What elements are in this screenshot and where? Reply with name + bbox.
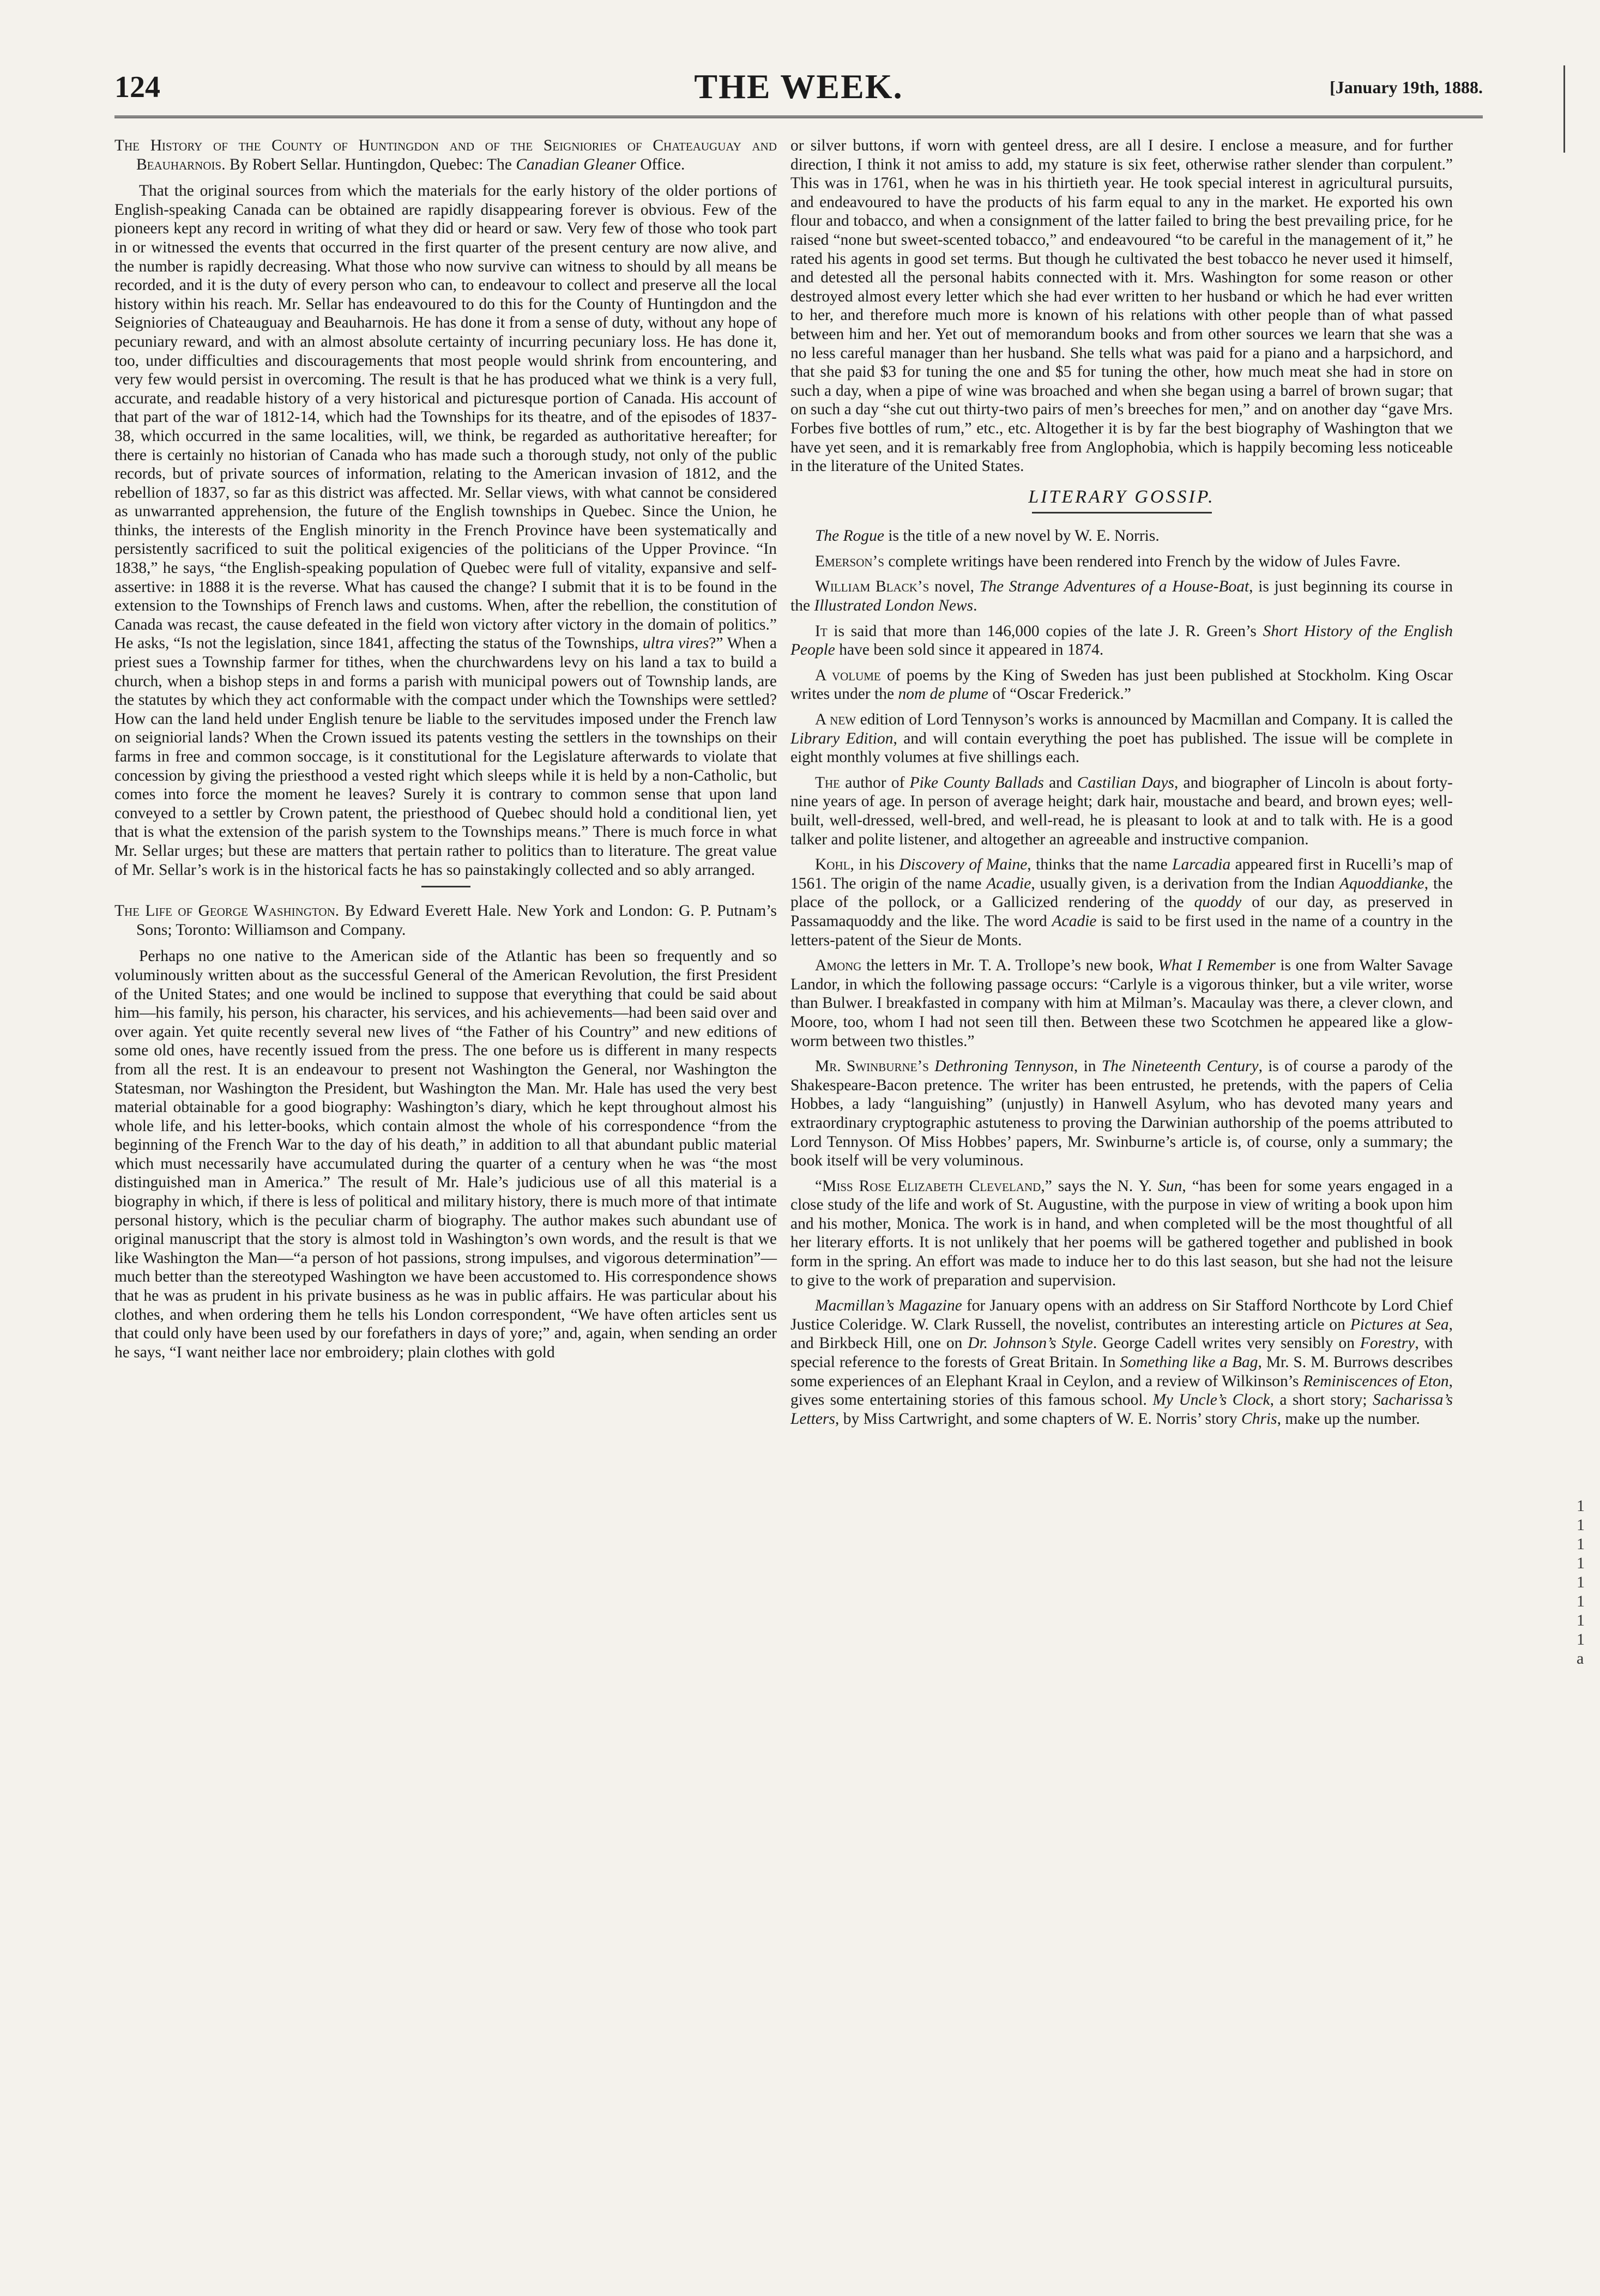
italic-run: nom de plume bbox=[898, 685, 988, 703]
text-run: the letters in Mr. T. A. Trollope’s new book, bbox=[861, 957, 1158, 975]
text-run: is said to be first used in the name of a country in the letters-patent of the Sieur de Monts. bbox=[790, 912, 1453, 949]
text-run: , make up the number. bbox=[1277, 1410, 1420, 1428]
text-run: , in bbox=[1073, 1058, 1102, 1076]
small-caps-run: The bbox=[815, 774, 841, 791]
text-run: , the place of the pollock, or a Gallicized rendering of the bbox=[790, 874, 1453, 911]
text-run: , thinks that the name bbox=[1027, 856, 1173, 874]
text-run bbox=[929, 1058, 934, 1075]
text-run: , with special reference to the forests of Great Britain. In bbox=[790, 1334, 1453, 1371]
section-title-literary-gossip: LITERARY GOSSIP. bbox=[1028, 486, 1215, 507]
text-run: , is just beginning its course in the bbox=[790, 578, 1453, 615]
italic-run: Acadie bbox=[1052, 912, 1097, 930]
text-run: is one from Walter Savage Landor, in which the following passage occurs: “Carlyle is a vigorous thinker, but a vile writer, worse than Bulwer. I breakfasted in company with him at Milman’s. Macaulay was there, a clever clown, and Moore, too, whom I had not seen till then. Between these two Scotchmen he appeared like a glow-worm between two thistles.” bbox=[790, 957, 1453, 1050]
margin-marks bbox=[1577, 1496, 1593, 1668]
text-run: . George Cadell writes very sensibly on bbox=[1092, 1334, 1360, 1352]
text-run: edition of Lord Tennyson’s works is announced by Macmillan and Company. It is called the bbox=[856, 711, 1453, 729]
small-caps-run: Mr. Swinburne’s bbox=[815, 1058, 929, 1076]
italic-run: Larcadia bbox=[1172, 856, 1231, 874]
italic-run: Discovery of Maine bbox=[899, 856, 1028, 874]
text-run: , a short story; bbox=[1270, 1391, 1373, 1409]
text-run: is said that more than 146,000 copies of the late J. R. Green’s bbox=[827, 622, 1263, 640]
gossip-item bbox=[790, 956, 1453, 1050]
text-run: , “has been for some years engaged in a close study of the life and work of St. Augustine, with the purpose in view of writing a book upon him and his mother, Monica. The work is in hand, and when completed will be the most thoughtful of all her literary efforts. It is not unlikely that her poems will be gathered together and published in book form in the spring. An effort was made to induce her to do this last season, but she had not the leisure to give to the work of preparation and supervision. bbox=[790, 1177, 1453, 1289]
italic-run: Dr. Johnson’s Style bbox=[968, 1334, 1093, 1352]
gossip-item bbox=[790, 527, 1453, 546]
small-caps-run: Emerson’s bbox=[815, 552, 885, 570]
header-rule bbox=[114, 116, 1483, 118]
page-edge-line bbox=[1563, 65, 1565, 153]
italic-run: The Strange Adventures of a House-Boat bbox=[979, 578, 1249, 596]
text-run: ” says the N. Y. bbox=[1044, 1177, 1158, 1195]
section-rule bbox=[1032, 512, 1212, 513]
masthead-title: THE WEEK. bbox=[694, 67, 903, 106]
text-run: , in his bbox=[850, 856, 899, 874]
review-body-huntingdon bbox=[114, 182, 777, 879]
text-run: That the original sources from which the materials for the early history of the older portions of English-speaking Canada can be obtained are rapidly disappearing forever is obvious. Few of the pioneers kept any record in writing of what they did or heard or saw. Very few of those who took part in or witnessed the events that occurred in the first quarter of the present century are now alive, and the number is rapidly decreasing. What those who now survive can witness to should by all means be recorded, and it is the duty of every person who can, to endeavour to collect and preserve all the local history within his reach. Mr. Sellar has endeavoured to do this for the County of Huntingdon and the Seigniories of Chateauguay and Beauharnois. He has done it from a sense of duty, without any hope of pecuniary reward, and with an almost absolute certainty of incurring pecuniary loss. He has done it, too, under difficulties and discouragements that most people would shrink from encountering, and very few would persist in overcoming. The result is that he has produced what we think is a very full, accurate, and readable history of a very historical and picturesque portion of Canada. His account of that part of the war of 1812-14, which had the Townships for its theatre, and of the episodes of 1837-38, which occurred in the same localities, will, we think, be regarded as authoritative hereafter; for there is certainly no historian of Canada who has made such a thorough study, not only of the public records, but of private sources of information, relating to the American invasion of 1812, and the rebellion of 1837, so far as this district was affected. Mr. Sellar views, with what cannot be considered as unwarranted apprehension, the future of the English townships in Quebec. Since the Union, he thinks, the interests of the English minority in the French Province have been systematically and persistently sacrificed to suit the political exigencies of the politicians of the Upper Province. “In 1838,” he says, “the English-speaking population of Quebec were full of vitality, expansive and self-assertive: in 1888 it is the reverse. What has caused the change? I submit that it is to be found in the extension to the Townships of French laws and customs. When, after the rebellion, the constitution of Canada was recast, the cause defeated in the field won victory after victory in the domain of politics.” He asks, “Is not the legislation, since 1841, affecting the status of the Townships, bbox=[114, 182, 777, 652]
gossip-item bbox=[790, 552, 1453, 571]
margin-mark: 1 bbox=[1577, 1611, 1585, 1629]
margin-mark: 1 bbox=[1577, 1497, 1585, 1515]
small-caps-run: It bbox=[815, 622, 828, 640]
italic-run: The Rogue bbox=[815, 527, 884, 545]
italic-run: What I Remember bbox=[1158, 957, 1276, 975]
italic-run: Short History of the English People bbox=[790, 622, 1453, 659]
page-number: 124 bbox=[114, 70, 160, 104]
text-run: of poems by the King of Sweden has just been published at Stockholm. King Oscar writes under the bbox=[790, 666, 1453, 703]
small-caps-run: The Life of George Washington bbox=[114, 902, 335, 920]
gossip-item bbox=[790, 1177, 1453, 1290]
text-run: for January opens with an address on Sir Stafford Northcote by Lord Chief Justice Coleridge. W. Clark Russell, the novelist, contributes an interesting article on bbox=[790, 1297, 1453, 1333]
small-caps-run: A new bbox=[815, 711, 856, 729]
italic-run: Something like a Bag bbox=[1120, 1354, 1258, 1371]
small-caps-run: William Black’s bbox=[815, 578, 929, 596]
text-run: of “Oscar Frederick.” bbox=[988, 685, 1132, 703]
text-run: novel, bbox=[929, 578, 980, 596]
italic-run: Acadie bbox=[986, 874, 1031, 892]
review-divider bbox=[421, 886, 470, 887]
italic-run: ultra vires bbox=[642, 635, 709, 652]
small-caps-run: Among bbox=[815, 957, 862, 975]
text-run: , Mr. S. M. Burrows describes some experiences of an Elephant Kraal in Ceylon, and a review of Wilkinson’s bbox=[790, 1354, 1453, 1390]
italic-run: The Nineteenth Century bbox=[1101, 1058, 1259, 1076]
text-run: , usually given, is a derivation from the Indian bbox=[1031, 874, 1340, 892]
text-run: have been sold since it appeared in 1874. bbox=[835, 641, 1104, 659]
gossip-item bbox=[790, 774, 1453, 849]
margin-mark: a bbox=[1577, 1650, 1584, 1667]
text-run: , by Miss Cartwright, and some chapters of W. E. Norris’ story bbox=[835, 1410, 1242, 1428]
right-column bbox=[790, 136, 1453, 1435]
margin-mark: 1 bbox=[1577, 1554, 1585, 1572]
text-run: , is of course a parody of the Shakespeare-Bacon pretence. The writer has been entrusted, he pretends, with the papers of Celia Hobbes, a lady “languishing” (unjustly) in Hanwell Asylum, who has devoted many years and extraordinary cryptographic astuteness to proving the Darwinian authorship of the poems attributed to Lord Tennyson. Of Miss Hobbes’ papers, Mr. Swinburne’s article is, of course, only a summary; the book itself will be very voluminous. bbox=[790, 1058, 1453, 1170]
text-run: appeared first in Rucelli’s map of 1561. The origin of the name bbox=[790, 856, 1453, 892]
italic-run: Chris bbox=[1241, 1410, 1277, 1428]
margin-mark: 1 bbox=[1577, 1630, 1585, 1648]
text-run: ?” When a priest sues a Township farmer for tithes, when the churchwardens levy on his land a tax to build a church, when a bishop steps in and forms a parish with municipal powers out of Township lands, are the statutes by which they act conformable with the compact under which the Townships were settled? How can the land held under English tenure be liable to the servitudes imposed under the French law on seigniorial lands? When the Crown issued its patents vesting the settlers in the townships on their farms in free and common soccage, is it constitutional for the Legislature afterwards to violate that concession by giving the priesthood a vested right which sleeps while it is held by a non-Catholic, but comes into force the moment he leaves? Surely it is contrary to common sense that upon land conveyed to a settler by Crown patent, the priesthood of Quebec should hold a conditional lien, yet that is what the extension of the parish system to the Townships means.” There is much force in what Mr. Sellar urges; but these are matters that pertain rather to politics than to literature. The great value of Mr. Sellar’s work is in the historical facts he has so painstakingly collected and so ably arranged. bbox=[114, 635, 777, 879]
italic-run: Castilian Days bbox=[1077, 774, 1174, 791]
italic-run: Reminiscences of Eton bbox=[1303, 1372, 1449, 1390]
gossip-item bbox=[790, 1296, 1453, 1428]
text-run: of our day, as preserved in Passamaquoddy and the like. The word bbox=[790, 893, 1453, 930]
text-run: , gives some entertaining stories of this famous school. bbox=[790, 1372, 1453, 1409]
italic-run: Pike County Ballads bbox=[909, 774, 1044, 791]
text-run: and bbox=[1043, 774, 1077, 791]
italic-run: Library Edition bbox=[790, 729, 893, 747]
small-caps-run: “Miss Rose Elizabeth Cleveland, bbox=[815, 1177, 1045, 1195]
gossip-item bbox=[790, 622, 1453, 660]
gossip-list bbox=[790, 527, 1453, 1428]
text-run: . bbox=[973, 597, 977, 615]
gossip-item bbox=[790, 710, 1453, 767]
italic-run: Sun bbox=[1158, 1177, 1182, 1195]
italic-run: Dethroning Tennyson bbox=[934, 1058, 1074, 1076]
margin-mark: 1 bbox=[1577, 1516, 1585, 1534]
italic-run: Forestry bbox=[1360, 1334, 1415, 1352]
italic-run: quoddy bbox=[1194, 893, 1242, 911]
text-run: Perhaps no one native to the American side of the Atlantic has been so frequently and so voluminously written about as the successful General of the American Revolution, the first President of the United States; and one would be inclined to suppose that everything that could be said about him—his family, his person, his character, his services, and his achievements—had been said over and over again. Yet quite recently several new lives of “the Father of his Country” and new editions of some old ones, have recently issued from the press. The one before us is different in many respects from all the rest. It is an endeavour to present not Washington the General, nor Washington the Statesman, nor Washington the President, but Washington the Man. Mr. Hale has used the very best material obtainable for a good biography: Washington’s diary, which he kept throughout almost his whole life, and his letter-books, which contain almost the whole of his correspondence “from the beginning of the French War to the day of his death,” in addition to all that abundant public material which must necessarily have accumulated during the quarter of a century when he was “the most distinguished man in America.” The result of Mr. Hale’s judicious use of all this material is a biography in which, if there is less of political and military history, there is much more of that intimate personal history, which is the peculiar charm of biography. The author makes such abundant use of original manuscript that the story is almost told in Washington’s own words, and the result is that we like Washington the Man—“a person of hot passions, strong impulses, and vigorous determination”—much better than the stereotyped Washington we have been accustomed to. His correspondence shows that he was as prudent in his private business as he was in public affairs. He was particular about his clothes, and when ordering them he tells his London correspondent, “We have often articles sent us that could only have been used by our forefathers in days of yore;” and, again, when sending an order he says, “I want neither lace nor embroidery; plain clothes with gold bbox=[114, 947, 777, 1361]
page-header bbox=[114, 67, 1483, 113]
review-continuation bbox=[790, 136, 1453, 476]
italic-run: My Uncle’s Clock bbox=[1152, 1391, 1270, 1409]
text-run: . By Robert Sellar. Huntingdon, Quebec: The bbox=[221, 155, 516, 173]
text-run: author of bbox=[840, 774, 910, 791]
margin-mark: 1 bbox=[1577, 1535, 1585, 1553]
small-caps-run: The History of the County of Huntingdon and of the Seigniories of Chateauguay and Beauharnois bbox=[114, 137, 777, 173]
italic-run: Canadian Gleaner bbox=[516, 155, 636, 173]
small-caps-run: Kohl bbox=[815, 856, 850, 874]
text-run: , and will contain everything the poet has published. The issue will be complete in eight monthly volumes at five shillings each. bbox=[790, 729, 1453, 766]
italic-run: Illustrated London News bbox=[814, 597, 974, 615]
issue-date: [January 19th, 1888. bbox=[1330, 77, 1483, 97]
text-run: complete writings have been rendered into French by the widow of Jules Favre. bbox=[884, 552, 1401, 570]
gossip-item bbox=[790, 1057, 1453, 1170]
review-heading-huntingdon bbox=[114, 136, 777, 174]
gossip-item bbox=[790, 577, 1453, 615]
italic-run: Pictures at Sea bbox=[1350, 1315, 1449, 1333]
margin-mark: 1 bbox=[1577, 1592, 1585, 1610]
text-run: , and Birkbeck Hill, one on bbox=[790, 1315, 1453, 1352]
left-column bbox=[114, 136, 777, 1368]
margin-mark: 1 bbox=[1577, 1573, 1585, 1591]
small-caps-run: A volume bbox=[815, 666, 881, 684]
review-heading-washington bbox=[114, 902, 777, 939]
text-run: is the title of a new novel by W. E. Norris. bbox=[884, 527, 1160, 545]
italic-run: Sacharissa’s Letters bbox=[790, 1391, 1453, 1428]
gossip-item bbox=[790, 855, 1453, 950]
italic-run: Macmillan’s Magazine bbox=[815, 1297, 962, 1315]
gossip-item bbox=[790, 666, 1453, 704]
text-run: or silver buttons, if worn with genteel dress, are all I desire. I enclose a measure, and for further direction, I think it not amiss to add, my stature is six feet, otherwise rather slender than corpulent.” This was in 1761, when he was in his thirtieth year. He took special interest in agricultural pursuits, and endeavoured to have the products of his farm equal to any in the market. He exported his own flour and tobacco, and when a consignment of the latter failed to bring the best prevailing price, for he raised “none but sweet-scented tobacco,” and endeavoured “to be careful in the management of it,” he rated his agents in good set terms. But though he cultivated the best tobacco he never used it himself, and detested all the personal habits connected with it. Mrs. Washington for some reason or other destroyed almost every letter which she had ever written to her husband or which he had ever written to her, and therefore much more is known of his relations with other people than of what passed between him and her. Yet out of memorandum books and from other sources we learn that she was a no less careful manager than her husband. She tells what was paid for a piano and a harpsichord, and that she paid $3 for tuning the one and $5 for tuning the other, how much meat she had in store on such a day, when a pipe of wine was broached and when she began using a barrel of brown sugar; that on such a day “she cut out thirty-two pairs of men’s breeches for men,” and on another day “gave Mrs. Forbes five bottles of rum,” etc., etc. Altogether it is by far the best biography of Washington that we have yet seen, and it is remarkably free from Anglophobia, which is happily becoming less noticeable in the literature of the United States. bbox=[790, 137, 1453, 475]
text-run: , and biographer of Lincoln is about forty-nine years of age. In person of average height; dark hair, moustache and beard, and brown eyes; well-built, well-dressed, well-bred, and well-read, he is pleasant to look at and to talk with. He is a good talker and polite listener, and altogether an agreeable and instructive companion. bbox=[790, 774, 1453, 848]
text-run: . By Edward Everett Hale. New York and London: G. P. Putnam’s Sons; Toronto: Williamson and Company. bbox=[136, 902, 777, 939]
review-body-washington bbox=[114, 947, 777, 1362]
italic-run: Aquoddianke bbox=[1339, 874, 1424, 892]
text-run: Office. bbox=[636, 155, 685, 173]
